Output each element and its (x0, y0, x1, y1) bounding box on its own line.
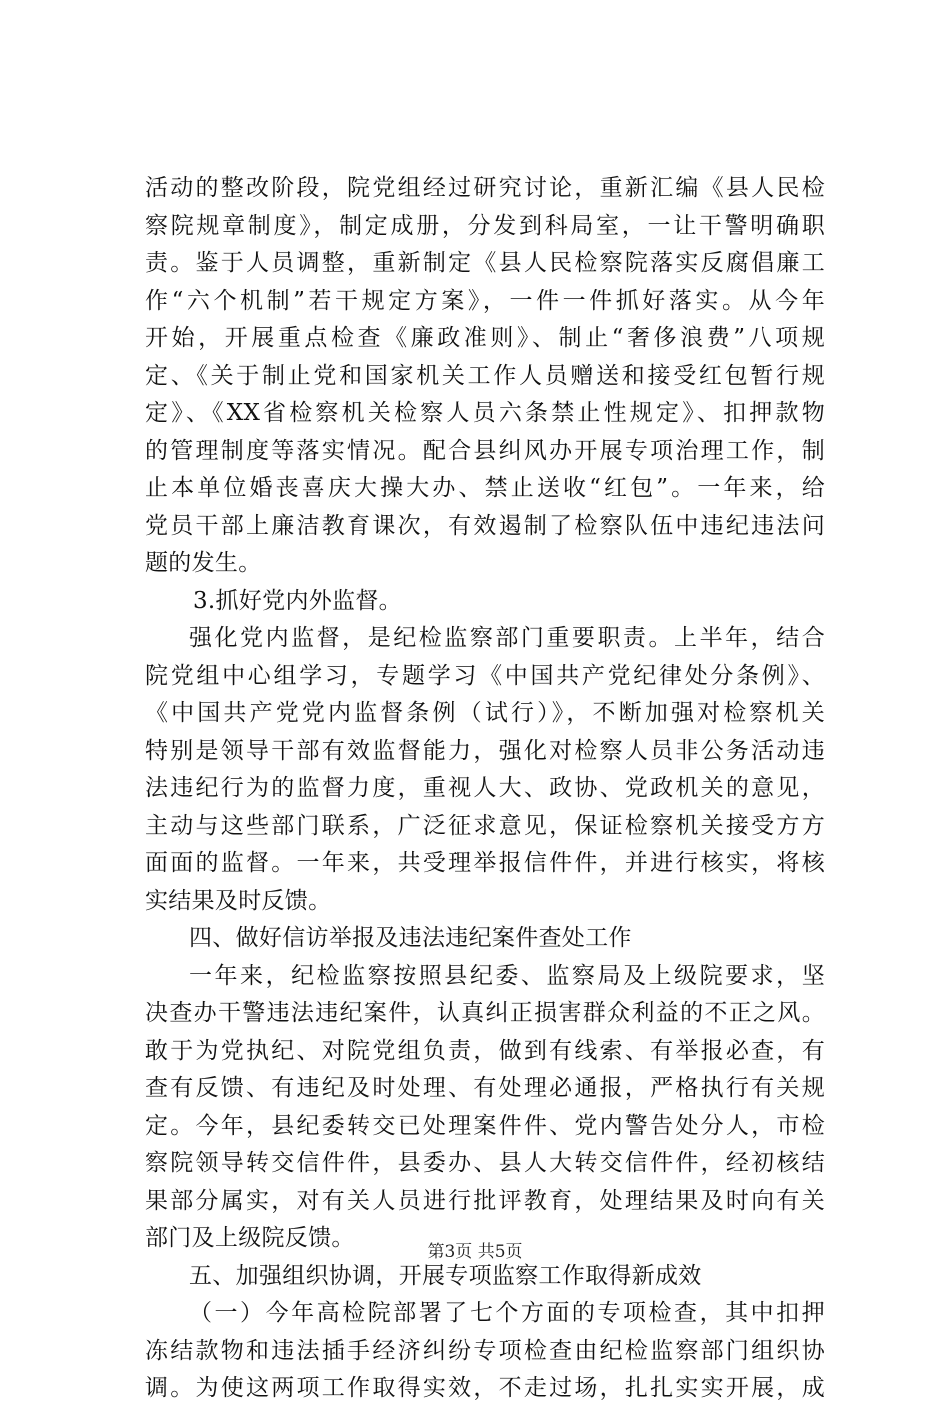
text-line: 止本单位婚丧喜庆大操大办、禁止送收“红包”。一年来，给 (145, 475, 825, 501)
text-line: 决查办干警违法违纪案件，认真纠正损害群众利益的不正之风。 (145, 1000, 825, 1026)
text-line: 定》、《XX省检察机关检察人员六条禁止性规定》、扣押款物 (145, 400, 825, 426)
text-line: 敢于为党执纪、对院党组负责，做到有线索、有举报必查，有 (145, 1037, 825, 1064)
text-line: 面面的监督。一年来，共受理举报信件件，并进行核实，将核 (145, 850, 825, 876)
text-line: 果部分属实，对有关人员进行批评教育，处理结果及时向有关 (145, 1187, 825, 1214)
text-line: 定、《关于制止党和国家机关工作人员赠送和接受红包暂行规 (145, 362, 825, 389)
paragraph-first-line: （一）今年高检院部署了七个方面的专项检查，其中扣押 (189, 1300, 825, 1326)
section-heading: 五、加强组织协调，开展专项监察工作取得新成效 (189, 1262, 702, 1289)
paragraph-first-line: 强化党内监督，是纪检监察部门重要职责。上半年，结合 (189, 625, 825, 651)
section-heading: 3.抓好党内外监督。 (193, 587, 402, 614)
text-line: 实结果及时反馈。 (145, 887, 332, 914)
text-line: 的管理制度等落实情况。配合县纠风办开展专项治理工作，制 (145, 437, 825, 464)
text-line: 作“六个机制”若干规定方案》，一件一件抓好落实。从今年 (145, 287, 825, 314)
text-line: 察院领导转交信件件，县委办、县人大转交信件件，经初核结 (145, 1150, 825, 1176)
page-footer (0, 1240, 950, 1264)
section-heading: 四、做好信访举报及违法违纪案件查处工作 (189, 925, 632, 951)
text-line: 主动与这些部门联系，广泛征求意见，保证检察机关接受方方 (145, 812, 825, 839)
page-number: 第3页 共5页 (427, 1242, 523, 1262)
text-line: 党员干部上廉洁教育课次，有效遏制了检察队伍中违纪违法问 (145, 512, 825, 539)
text-line: 调。为使这两项工作取得实效，不走过场，扎扎实实开展，成 (145, 1375, 825, 1401)
text-line: 定。今年，县纪委转交已处理案件件、党内警告处分人，市检 (145, 1112, 825, 1139)
text-line: 院党组中心组学习，专题学习《中国共产党纪律处分条例》、 (145, 662, 825, 689)
text-line: 查有反馈、有违纪及时处理、有处理必通报，严格执行有关规 (145, 1075, 825, 1101)
text-line: 特别是领导干部有效监督能力，强化对检察人员非公务活动违 (145, 737, 825, 764)
text-line: 题的发生。 (145, 550, 262, 576)
text-line: 法违纪行为的监督力度，重视人大、政协、党政机关的意见， (145, 775, 825, 801)
text-line: 活动的整改阶段，院党组经过研究讨论，重新汇编《县人民检 (145, 175, 825, 201)
text-line: 开始，开展重点检查《廉政准则》、制止“奢侈浪费”八项规 (145, 325, 825, 351)
text-line: 冻结款物和违法插手经济纠纷专项检查由纪检监察部门组织协 (145, 1337, 825, 1364)
document-body (145, 170, 825, 1408)
text-line: 察院规章制度》，制定成册，分发到科局室，一让干警明确职 (145, 212, 825, 239)
text-line: 部门及上级院反馈。 (145, 1225, 355, 1251)
paragraph-first-line: 一年来，纪检监察按照县纪委、监察局及上级院要求，坚 (189, 962, 825, 989)
text-line: 责。鉴于人员调整，重新制定《县人民检察院落实反腐倡廉工 (145, 250, 825, 276)
text-line: 《中国共产党党内监督条例（试行）》，不断加强对检察机关 (145, 700, 825, 726)
